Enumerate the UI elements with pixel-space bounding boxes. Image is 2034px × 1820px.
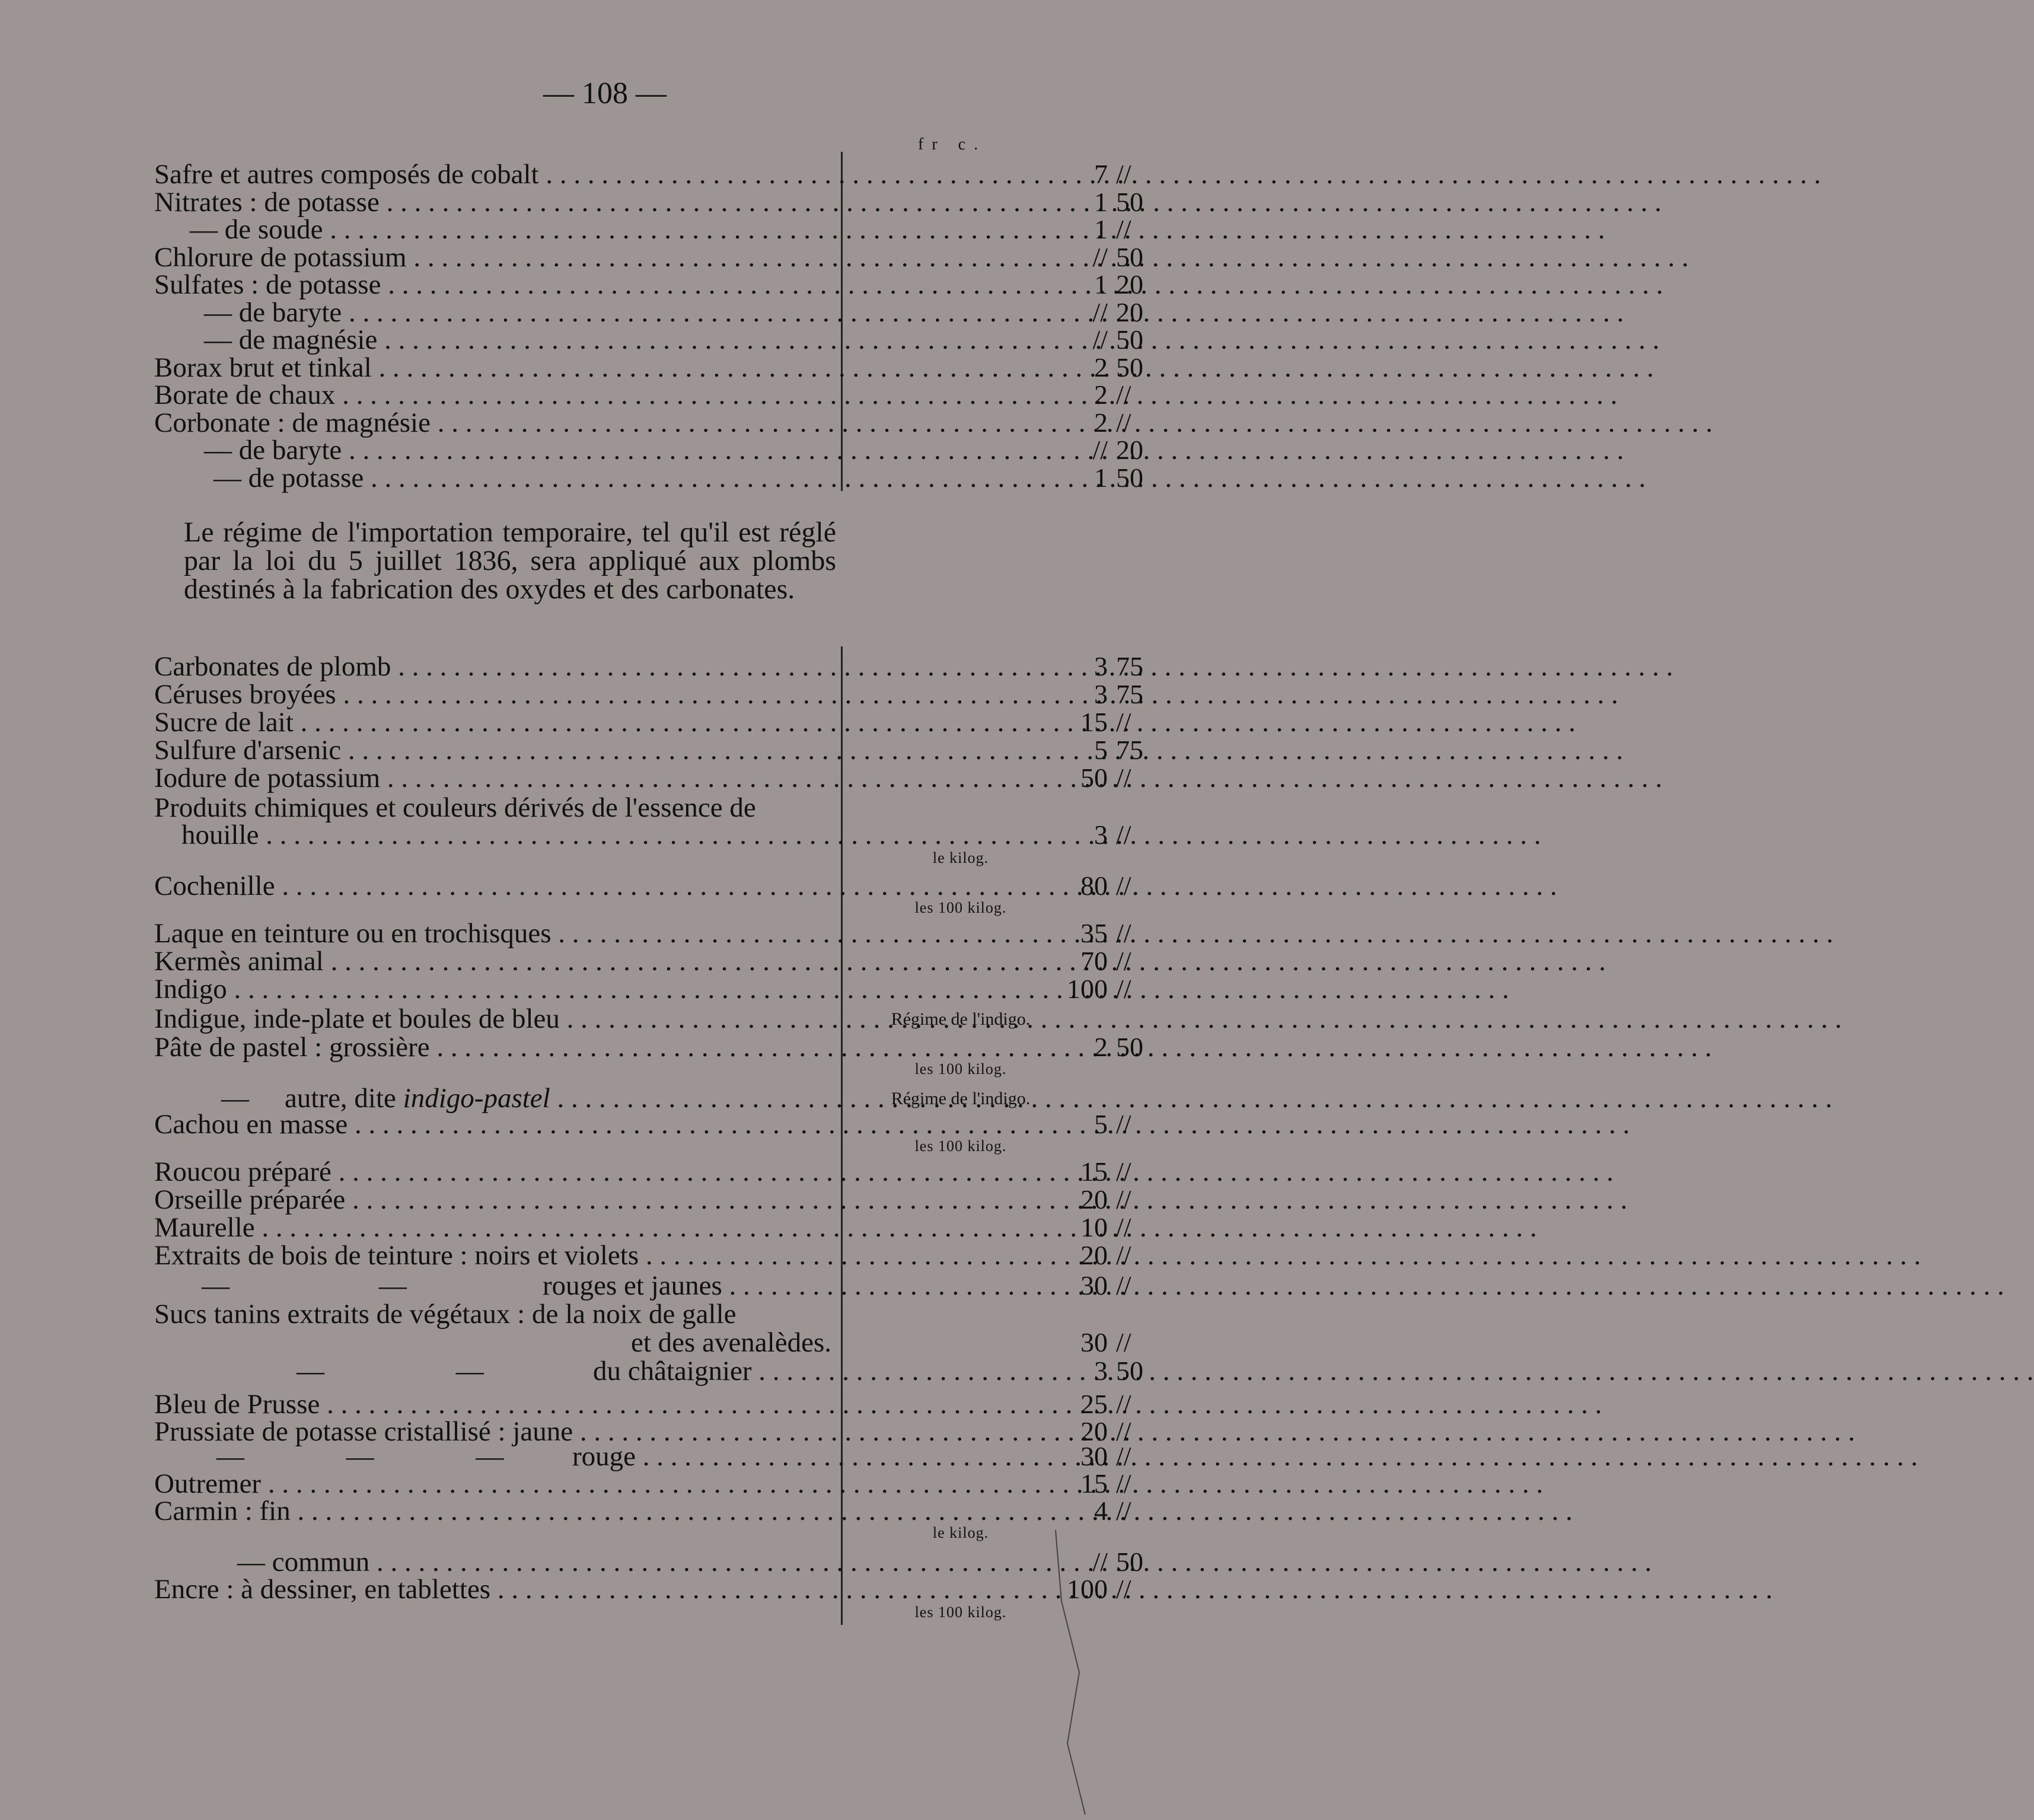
item-amount: 2 //	[1094, 380, 1131, 410]
item-label: Nitrates : de potasse . . .	[154, 188, 831, 216]
table-row	[154, 946, 1131, 977]
item-amount: 3 50	[1094, 1356, 1143, 1386]
item-label: Carbonates de plomb . . .	[154, 652, 831, 681]
item-amount: 2 50	[1094, 352, 1143, 383]
table-row	[154, 820, 1131, 850]
item-amount: 20 //	[1080, 1416, 1131, 1446]
table-row	[154, 1389, 1131, 1420]
unit-note: le kilog.	[932, 1524, 989, 1541]
item-label: Sucs tanins extraits de végétaux : de la noix de galle	[154, 1299, 737, 1330]
unit-note: les 100 kilog.	[914, 1137, 1007, 1155]
item-label: Outremer . . .	[154, 1470, 831, 1498]
table-row	[154, 1468, 1131, 1499]
item-amount: 1 //	[1094, 214, 1131, 244]
table-row	[154, 1327, 1131, 1358]
item-amount: 20 //	[1080, 1240, 1131, 1270]
item-label: Cachou en masse . . .	[154, 1110, 831, 1139]
item-label: — — du châtaignier . . .	[154, 1357, 831, 1385]
item-label: — de baryte . . .	[154, 436, 831, 464]
table-row	[154, 214, 1131, 245]
item-label: Carmin : fin . . .	[154, 1497, 831, 1525]
item-amount: // 50	[1092, 241, 1143, 272]
item-amount: // 50	[1092, 1547, 1143, 1577]
item-label: Sulfure d'arsenic . . .	[154, 736, 831, 764]
item-amount: 4 //	[1094, 1496, 1131, 1526]
item-label: Produits chimiques et couleurs dérivés de l'essence de	[154, 792, 756, 823]
item-amount: 35 //	[1080, 918, 1131, 948]
item-amount: 3 //	[1094, 820, 1131, 850]
item-amount: 1 20	[1094, 269, 1143, 299]
item-amount: 30 //	[1080, 1441, 1131, 1471]
table-row	[154, 462, 1143, 493]
item-label: Cochenille . . .	[154, 872, 831, 900]
item-label: — de baryte . . .	[154, 298, 831, 327]
item-label: Kermès animal . . .	[154, 947, 831, 976]
table-row	[154, 1441, 1131, 1472]
item-label: Céruses broyées . . .	[154, 680, 831, 709]
table-row	[154, 380, 1131, 410]
item-amount: 100 //	[1067, 1574, 1131, 1604]
table-row	[154, 1270, 1131, 1301]
item-label: — de potasse . . .	[154, 464, 831, 492]
item-label: — commun . . .	[154, 1548, 831, 1576]
table-row	[154, 1184, 1131, 1215]
item-label: Borate de chaux . . .	[154, 381, 831, 409]
table-row	[154, 297, 1143, 328]
table-row	[154, 269, 1143, 300]
item-amount: 70 //	[1080, 946, 1131, 976]
table-row	[154, 871, 1131, 901]
table-row	[154, 793, 842, 822]
item-label: houille . . .	[154, 821, 831, 849]
table-row	[154, 159, 1131, 190]
unit-header: fr c.	[918, 135, 987, 154]
table-row	[154, 1084, 842, 1113]
item-amount: 2 //	[1094, 407, 1131, 438]
item-label: — de magnésie . . .	[154, 326, 831, 354]
page-edge-mark	[1044, 1530, 1115, 1815]
table-row	[154, 1109, 1131, 1140]
item-label: Chlorure de potassium . . .	[154, 243, 831, 272]
item-label: Encre : à dessiner, en tablettes . . .	[154, 1575, 831, 1604]
item-label: Laque en teinture ou en trochisques . . .	[154, 919, 831, 948]
item-label: Sulfates : de potasse . . .	[154, 270, 831, 299]
item-label: Sucre de lait . . .	[154, 708, 831, 737]
item-label: Pâte de pastel : grossière . . .	[154, 1033, 831, 1062]
table-row	[154, 1356, 1143, 1386]
item-amount: 10 //	[1080, 1212, 1131, 1242]
table-row	[154, 679, 1143, 710]
item-label: — autre, dite indigo-pastel . . .	[154, 1084, 831, 1113]
item-amount: 80 //	[1080, 871, 1131, 901]
item-label: et des avenalèdes.	[631, 1327, 831, 1358]
item-label: Borax brut et tinkal . . .	[154, 353, 831, 382]
item-label: Maurelle . . .	[154, 1213, 831, 1242]
table-row	[154, 1300, 842, 1328]
unit-note: les 100 kilog.	[914, 1604, 1007, 1621]
item-amount: 30 //	[1080, 1327, 1131, 1357]
item-amount: 15 //	[1080, 1156, 1131, 1187]
regime-note: Régime de l'indigo.	[891, 1089, 1031, 1108]
item-amount: // 20	[1092, 435, 1143, 465]
item-label: Corbonate : de magnésie . . .	[154, 409, 831, 437]
item-amount: // 50	[1092, 324, 1143, 355]
item-amount: // 20	[1092, 297, 1143, 327]
table-row	[154, 1156, 1131, 1187]
unit-note: les 100 kilog.	[914, 899, 1007, 916]
table-row	[154, 918, 1131, 949]
item-amount: 7 //	[1094, 159, 1131, 189]
item-amount: 100 //	[1067, 974, 1131, 1004]
table-row	[154, 735, 1143, 766]
table-row	[154, 407, 1131, 438]
regime-paragraph: Le régime de l'importation temporaire, tel qu'il est réglé par la loi du 5 juillet 1836, sera appliqué aux plombs destinés à la fabrication des oxydes et des carbonates.	[184, 517, 836, 605]
table-row	[154, 1574, 1131, 1605]
item-amount: 2 50	[1094, 1032, 1143, 1062]
item-amount: 25 //	[1080, 1389, 1131, 1419]
table-row	[154, 1496, 1131, 1526]
item-label: Safre et autres composés de cobalt . . .	[154, 160, 831, 189]
item-label: Bleu de Prusse . . .	[154, 1390, 831, 1419]
unit-note: le kilog.	[932, 849, 989, 866]
item-amount: 15 //	[1080, 1468, 1131, 1499]
item-label: Iodure de potassium . . .	[154, 764, 831, 792]
item-label: Indigo . . .	[154, 975, 831, 1003]
item-label: Extraits de bois de teinture : noirs et violets . . .	[154, 1241, 831, 1270]
table-row	[154, 186, 1143, 218]
item-amount: 5 //	[1094, 1109, 1131, 1139]
table-row	[154, 1032, 1143, 1063]
table-row	[154, 1240, 1131, 1271]
item-amount: 50 //	[1080, 763, 1131, 793]
item-amount: 3 75	[1094, 651, 1143, 681]
table-row	[154, 707, 1131, 738]
table-row	[154, 324, 1143, 355]
item-amount: 1 50	[1094, 186, 1143, 217]
table-row	[154, 435, 1143, 466]
table-row	[154, 763, 1131, 793]
table-row	[154, 1005, 842, 1033]
table-row	[154, 974, 1131, 1005]
item-amount: 30 //	[1080, 1270, 1131, 1301]
item-label: — — rouges et jaunes . . .	[154, 1271, 831, 1300]
item-label: — de soude . . .	[154, 215, 831, 244]
item-amount: 1 50	[1094, 462, 1143, 493]
table-row	[154, 1547, 1143, 1577]
item-label: Indigue, inde-plate et boules de bleu . . .	[154, 1005, 831, 1033]
item-label: Prussiate de potasse cristallisé : jaune . . .	[154, 1417, 831, 1446]
item-amount: 20 //	[1080, 1184, 1131, 1215]
page-number: — 108 —	[543, 77, 667, 110]
item-label: Roucou préparé . . .	[154, 1158, 831, 1186]
item-amount: 5 75	[1094, 735, 1143, 765]
table-row	[154, 1212, 1131, 1243]
table-row	[154, 241, 1143, 273]
item-label: — — — rouge . . .	[154, 1442, 831, 1471]
regime-note: Régime de l'indigo.	[891, 1009, 1031, 1029]
item-amount: 15 //	[1080, 707, 1131, 737]
unit-note: les 100 kilog.	[914, 1060, 1007, 1078]
item-amount: 3 75	[1094, 679, 1143, 709]
item-label: Orseille préparée . . .	[154, 1185, 831, 1214]
table-row	[154, 352, 1143, 383]
table-row	[154, 651, 1143, 682]
